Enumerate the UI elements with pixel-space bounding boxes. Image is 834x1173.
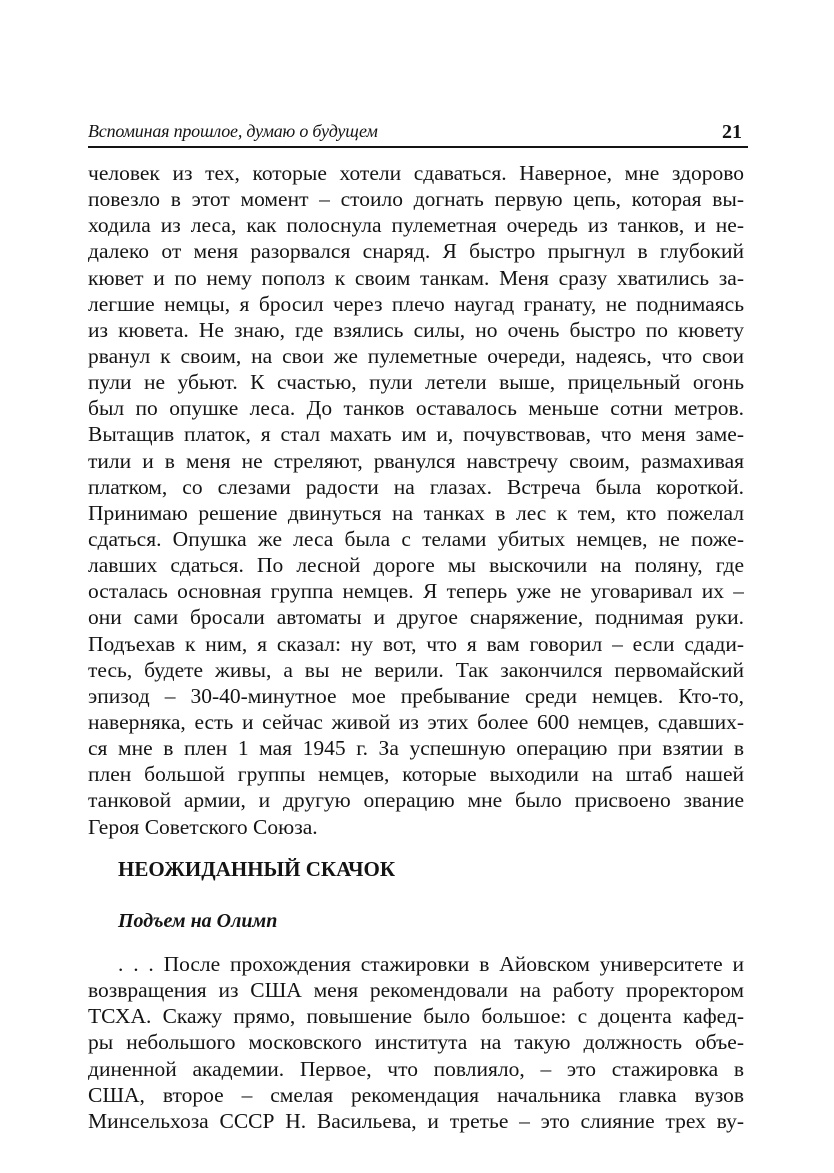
text-line: плен большой группы немцев, которые выходили на штаб нашей [88,762,744,787]
text-line: кювет и по нему пополз к своим танкам. Меня сразу хватились за- [88,265,744,290]
text-line: рванул к своим, на свои же пулеметные очереди, надеясь, что свои [88,343,744,368]
section-heading: НЕОЖИДАННЫЙ СКАЧОК [118,857,396,881]
text-line: Принимаю решение двинуться на танках в лес к тем, кто пожелал [88,500,744,525]
text-line: повезло в этот момент – стоило догнать первую цепь, которая вы- [88,187,744,212]
text-line: эпизод – 30-40-минутное мое пребывание среди немцев. Кто-то, [88,683,744,708]
text-line: далеко от меня разорвался снаряд. Я быстро прыгнул в глубокий [88,239,744,264]
page-header [88,116,748,148]
text-line: ры небольшого московского института на такую должность объе- [88,1030,744,1055]
text-line: . . . После прохождения стажировки в Айовском университете и [118,952,744,976]
text-line: ТСХА. Скажу прямо, повышение было большое: с доцента кафед- [88,1004,744,1029]
text-line: человек из тех, которые хотели сдаваться. Наверное, мне здорово [88,161,744,185]
text-line: Подъехав к ним, я сказал: ну вот, что я вам говорил – если сдади- [88,631,744,656]
text-line: наверняка, есть и сейчас живой из этих более 600 немцев, сдавших- [88,709,744,734]
text-line: тили и в меня не стреляют, рванулся навстречу своим, размахивая [88,448,744,473]
text-line: сдаться. Опушка же леса была с телами убитых немцев, не поже- [88,526,744,551]
text-line: тесь, будете живы, а вы не верили. Так закончился первомайский [88,657,744,682]
text-line: лавших сдаться. По лесной дороге мы выскочили на поляну, где [88,553,744,578]
text-line: диненной академии. Первое, что повлияло, – это стажировка в [88,1056,744,1081]
text-line: ся мне в плен 1 мая 1945 г. За успешную операцию при взятии в [88,736,744,761]
paragraph-1 [88,160,744,840]
text-line: легшие немцы, я бросил через плечо наугад гранату, не поднимаясь [88,291,744,316]
text-line: ходила из леса, как полоснула пулеметная очередь из танков, и не- [88,213,744,238]
text-line: из кювета. Не знаю, где взялись силы, но очень быстро по кювету [88,317,744,342]
text-line: был по опушке леса. До танков оставалось меньше сотни метров. [88,396,744,421]
text-line: Минсельхоза СССР Н. Васильева, и третье – это слияние трех ву- [88,1108,744,1133]
text-line: танковой армии, и другую операцию мне было присвоено звание [88,788,744,813]
text-line: осталась основная группа немцев. Я теперь уже не уговаривал их – [88,579,744,604]
text-line: Героя Советского Союза. [88,814,318,839]
text-line: пули не убьют. К счастью, пули летели выше, прицельный огонь [88,370,744,395]
text-line: Вытащив платок, я стал махать им и, почувствовав, что меня заме- [88,422,744,447]
text-line: они сами бросали автоматы и другое снаряжение, поднимая руки. [88,605,744,630]
text-line: США, второе – смелая рекомендация начальника главка вузов [88,1082,744,1107]
text-line: платком, со слезами радости на глазах. Встреча была короткой. [88,474,744,499]
paragraph-2 [88,951,744,1134]
subsection-heading: Подъем на Олимп [118,910,278,932]
page-number: 21 [722,121,742,143]
text-line: возвращения из США меня рекомендовали на работу проректором [88,978,744,1003]
running-title: Вспоминая прошлое, думаю о будущем [88,121,378,141]
